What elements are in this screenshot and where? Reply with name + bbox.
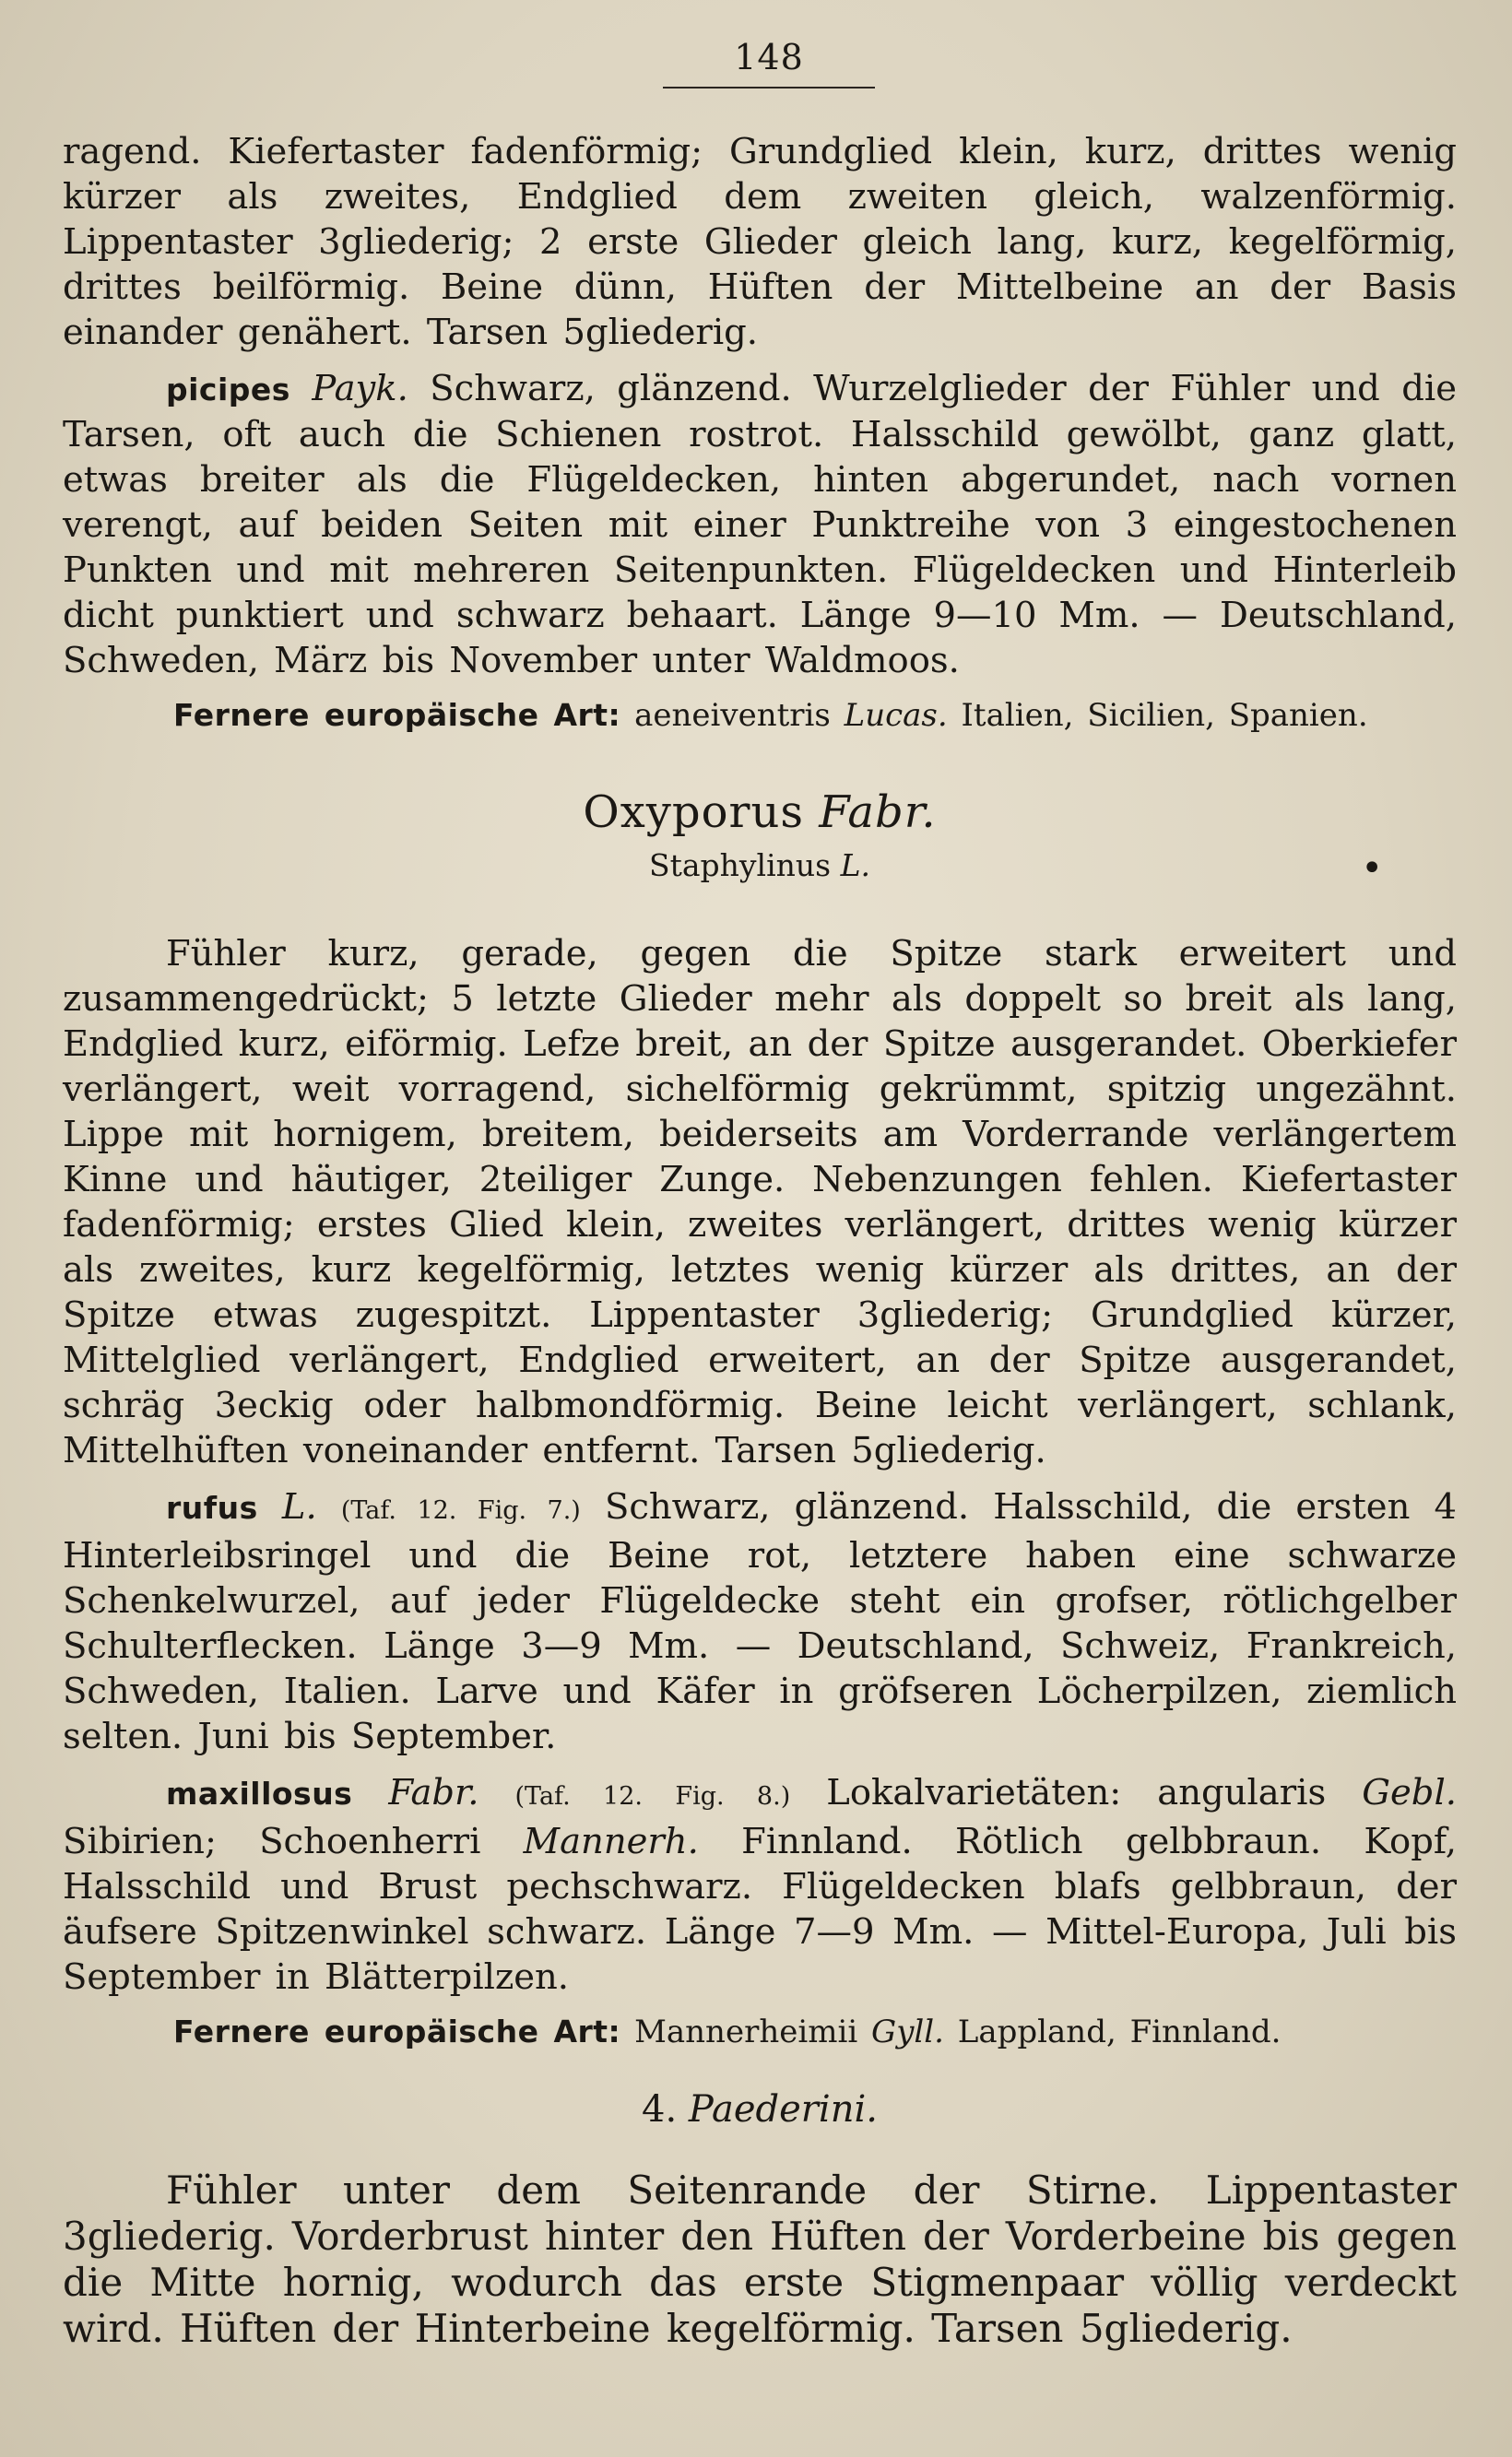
variety-name: Schoenherri xyxy=(259,1821,481,1862)
species-name: picipes xyxy=(166,372,290,408)
note-label: Fernere europäische Art: xyxy=(173,697,621,733)
species-author: Payk. xyxy=(312,368,408,409)
species-rufus xyxy=(63,1484,1457,1759)
variety-label: Lokalvarietäten: xyxy=(826,1772,1122,1813)
genus-heading xyxy=(63,786,1457,838)
variety-name: angularis xyxy=(1157,1772,1327,1813)
synonym-name: Staphylinus xyxy=(648,847,832,883)
genus-name: Oxyporus xyxy=(583,786,805,838)
note-species: aeneiventris xyxy=(634,697,831,734)
variety-author: Gebl. xyxy=(1362,1772,1458,1813)
tribe-heading xyxy=(63,2088,1457,2131)
tribe-number: 4. xyxy=(642,2088,678,2131)
note-species: Mannerheimii xyxy=(634,2014,858,2050)
variety-author: Mannerh. xyxy=(523,1821,699,1862)
plate-reference: (Taf. 12. Fig. 7.) xyxy=(340,1496,581,1525)
genus-synonym xyxy=(63,847,1457,890)
note-range: Italien, Sicilien, Spanien. xyxy=(961,697,1368,734)
other-european-species-note xyxy=(63,692,1457,738)
genus-description-continued: ragend. Kiefertaster fadenförmig; Grundglied klein, kurz, drittes wenig kürzer als zweites, Endglied dem zweiten gleich, walzenförmig. Lippentaster 3gliederig; 2 erste Glieder gleich lang, kurz, kegelförmig, drittes beilförmig. Beine dünn, Hüften der Mittelbeine an der Basis einander genähert. Tarsen 5gliederig. xyxy=(63,131,1457,353)
note-range: Lappland, Finnland. xyxy=(957,2014,1282,2050)
variety-place: Finnland. xyxy=(741,1821,913,1862)
species-description: Schwarz, glänzend. Halsschild, die ersten 4 Hinterleibsringel und die Beine rot, letztere haben eine schwarze Schenkelwurzel, auf jeder Flügeldecke steht ein grofser, rötlichgelber Schulterflecken. Länge 3—9 Mm. — Deutschland, Schweiz, Frankreich, Schweden, Italien. Larve und Käfer in gröfseren Löcherpilzen, ziemlich selten. Juni bis September. xyxy=(63,1486,1457,1757)
genus-author: Fabr. xyxy=(819,786,937,838)
tribe-description: Fühler unter dem Seitenrande der Stirne. Lippentaster 3gliederig. Vorderbrust hinter den Hüften der Vorderbeine bis gegen die Mitte hornig, wodurch das erste Stigmenpaar völlig verdeckt wird. Hüften der Hinterbeine kegelförmig. Tarsen 5gliederig. xyxy=(63,2168,1457,2351)
variety-place: Sibirien; xyxy=(63,1821,217,1862)
plate-reference: (Taf. 12. Fig. 8.) xyxy=(514,1782,791,1811)
page-number: 148 xyxy=(734,37,804,77)
note-author: Gyll. xyxy=(871,2014,944,2050)
species-description: Rötlich gelbbraun. Kopf, Halsschild und Brust pechschwarz. Flügeldecken blafs gelbbraun, der äufsere Spitzenwinkel schwarz. Länge 7—9 Mm. — Mittel-Europa, Juli bis September in Blätterpilzen. xyxy=(63,1821,1457,1998)
page-number-rule xyxy=(663,87,875,89)
note-label: Fernere europäische Art: xyxy=(173,2014,621,2049)
synonym-author: L. xyxy=(840,847,871,883)
species-maxillosus xyxy=(63,1770,1457,2000)
species-author: Fabr. xyxy=(388,1772,479,1813)
margin-mark: • xyxy=(1361,847,1383,890)
species-author: L. xyxy=(281,1486,317,1528)
tribe-name: Paederini. xyxy=(688,2088,878,2131)
note-author: Lucas. xyxy=(844,697,948,734)
other-european-species-note xyxy=(63,2009,1457,2055)
species-picipes xyxy=(63,366,1457,683)
species-name: maxillosus xyxy=(166,1776,353,1812)
genus-description: Fühler kurz, gerade, gegen die Spitze stark erweitert und zusammengedrückt; 5 letzte Glieder mehr als doppelt so breit als lang, Endglied kurz, eiförmig. Lefze breit, an der Spitze ausgerandet. Oberkiefer verlängert, weit vorragend, sichelförmig gekrümmt, spitzig ungezähnt. Lippe mit hornigem, breitem, beiderseits am Vorderrande verlängertem Kinne und häutiger, 2teiliger Zunge. Nebenzungen fehlen. Kiefertaster fadenförmig; erstes Glied klein, zweites verlängert, drittes wenig kürzer als zweites, kurz kegelförmig, letztes wenig kürzer als drittes, an der Spitze etwas zugespitzt. Lippentaster 3gliederig; Grundglied kürzer, Mittelglied verlängert, Endglied erweitert, an der Spitze ausgerandet, schräg 3eckig oder halbmondförmig. Beine leicht verlängert, schlank, Mittelhüften voneinander entfernt. Tarsen 5gliederig. xyxy=(63,933,1457,1471)
species-name: rufus xyxy=(166,1490,258,1526)
species-description: Schwarz, glänzend. Wurzelglieder der Fühler und die Tarsen, oft auch die Schienen rostrot. Halsschild gewölbt, ganz glatt, etwas breiter als die Flügeldecken, hinten abgerundet, nach vornen verengt, auf beiden Seiten mit einer Punktreihe von 3 eingestochenen Punkten und mit mehreren Seitenpunkten. Flügeldecken und Hinterleib dicht punktiert und schwarz behaart. Länge 9—10 Mm. — Deutschland, Schweden, März bis November unter Waldmoos. xyxy=(63,368,1457,681)
